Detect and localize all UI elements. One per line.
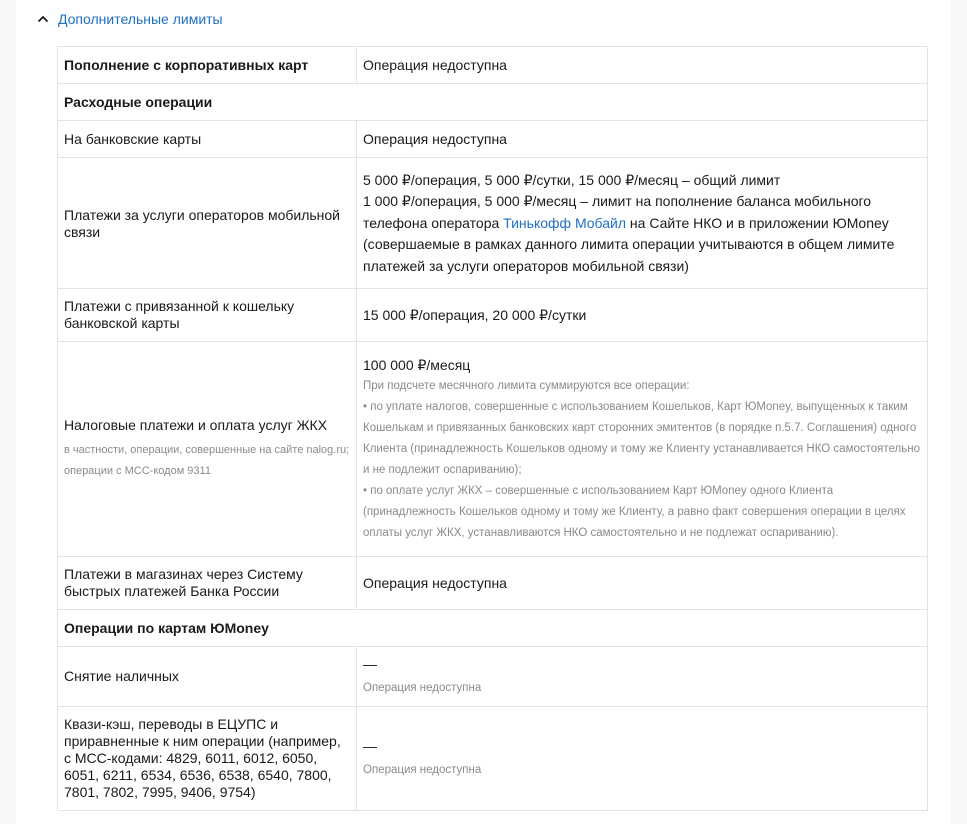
row-label: Пополнение с корпоративных карт xyxy=(58,47,357,84)
mobile-text-before: 1 000 ₽/операция, 5 000 ₽/месяц – лимит на пополнение баланса мобильного телефона оператора xyxy=(363,193,872,231)
row-value: Операция недоступна xyxy=(357,557,928,610)
row-value xyxy=(357,707,928,811)
row-value: Операция недоступна xyxy=(357,47,928,84)
row-value: Операция недоступна xyxy=(357,121,928,158)
table-row xyxy=(58,47,928,84)
table-row xyxy=(58,158,928,289)
mobile-text-after: на Сайте НКО и в приложении ЮMoney (совершаемые в рамках данного лимита операции учитываются в общем лимите платежей за услуги операторов мобильной связи) xyxy=(363,214,895,274)
row-label: Платежи в магазинах через Систему быстрых платежей Банка России xyxy=(58,557,357,610)
table-row xyxy=(58,707,928,811)
table-row xyxy=(58,84,928,121)
quasi-value: — xyxy=(363,738,377,754)
tax-limit: 100 000 ₽/месяц xyxy=(363,357,471,373)
tax-note-item: • по уплате налогов, совершенные с использованием Кошельков, Карт ЮMoney, выпущенных к таким Кошелькам и привязанных банковских карт сторонних эмитентов (в порядке п.5.7. Соглашения) одного Клиента (принадлежность Кошельков одному и тому же Клиенту устанавливается НКО самостоятельно и не подлежит оспариванию); xyxy=(363,401,920,476)
table-row xyxy=(58,289,928,342)
cash-note: Операция недоступна xyxy=(363,682,482,694)
tax-note-item: • по оплате услуг ЖКХ – совершенные с использованием Карт ЮMoney одного Клиента (принадлежность Кошельков одному и тому же Клиенту, а равно факт совершения операции в целях оплаты услуг ЖКХ, устанавливаются НКО самостоятельно и не подлежат оспариванию). xyxy=(363,485,906,539)
row-label: Платежи за услуги операторов мобильной связи xyxy=(58,158,357,289)
row-label xyxy=(58,342,357,557)
row-label: Снятие наличных xyxy=(58,647,357,707)
additional-limits-toggle[interactable] xyxy=(36,8,223,30)
table-row xyxy=(58,610,928,647)
row-label: Квази-кэш, переводы в ЕЦУПС и приравненные к ним операции (например, с МСС-кодами: 4829, 6011, 6012, 6050, 6051, 6211, 6534, 6536, 6538, 6540, 7800, 7801, 7802, 7995, 9406, 9754) xyxy=(58,707,357,811)
group-header: Расходные операции xyxy=(58,84,928,121)
quasi-note: Операция недоступна xyxy=(363,764,482,776)
row-label: Платежи с привязанной к кошельку банковской карты xyxy=(58,289,357,342)
table-row xyxy=(58,647,928,707)
row-value xyxy=(357,647,928,707)
tinkoff-mobile-link[interactable]: Тинькофф Мобайл xyxy=(503,214,627,231)
row-value xyxy=(357,342,928,557)
table-row xyxy=(58,557,928,610)
group-header: Операции по картам ЮMoney xyxy=(58,610,928,647)
cash-value: — xyxy=(363,656,377,672)
chevron-up-icon xyxy=(36,12,50,26)
row-value xyxy=(357,158,928,289)
mobile-operator-limit xyxy=(363,191,921,277)
mobile-general-limit: 5 000 ₽/операция, 5 000 ₽/сутки, 15 000 ₽/месяц – общий лимит xyxy=(363,172,781,188)
table-row xyxy=(58,342,928,557)
section-title: Дополнительные лимиты xyxy=(58,11,223,27)
row-value: 15 000 ₽/операция, 20 000 ₽/сутки xyxy=(357,289,928,342)
tax-sublabel: в частности, операции, совершенные на сайте nalog.ru; операции с МСС-кодом 9311 xyxy=(64,443,350,477)
limits-table xyxy=(57,46,928,811)
row-label: На банковские карты xyxy=(58,121,357,158)
limits-panel xyxy=(16,0,951,824)
tax-note-intro: При подсчете месячного лимита суммируются все операции: xyxy=(363,380,690,392)
tax-label: Налоговые платежи и оплата услуг ЖКХ xyxy=(64,416,328,433)
table-row xyxy=(58,121,928,158)
